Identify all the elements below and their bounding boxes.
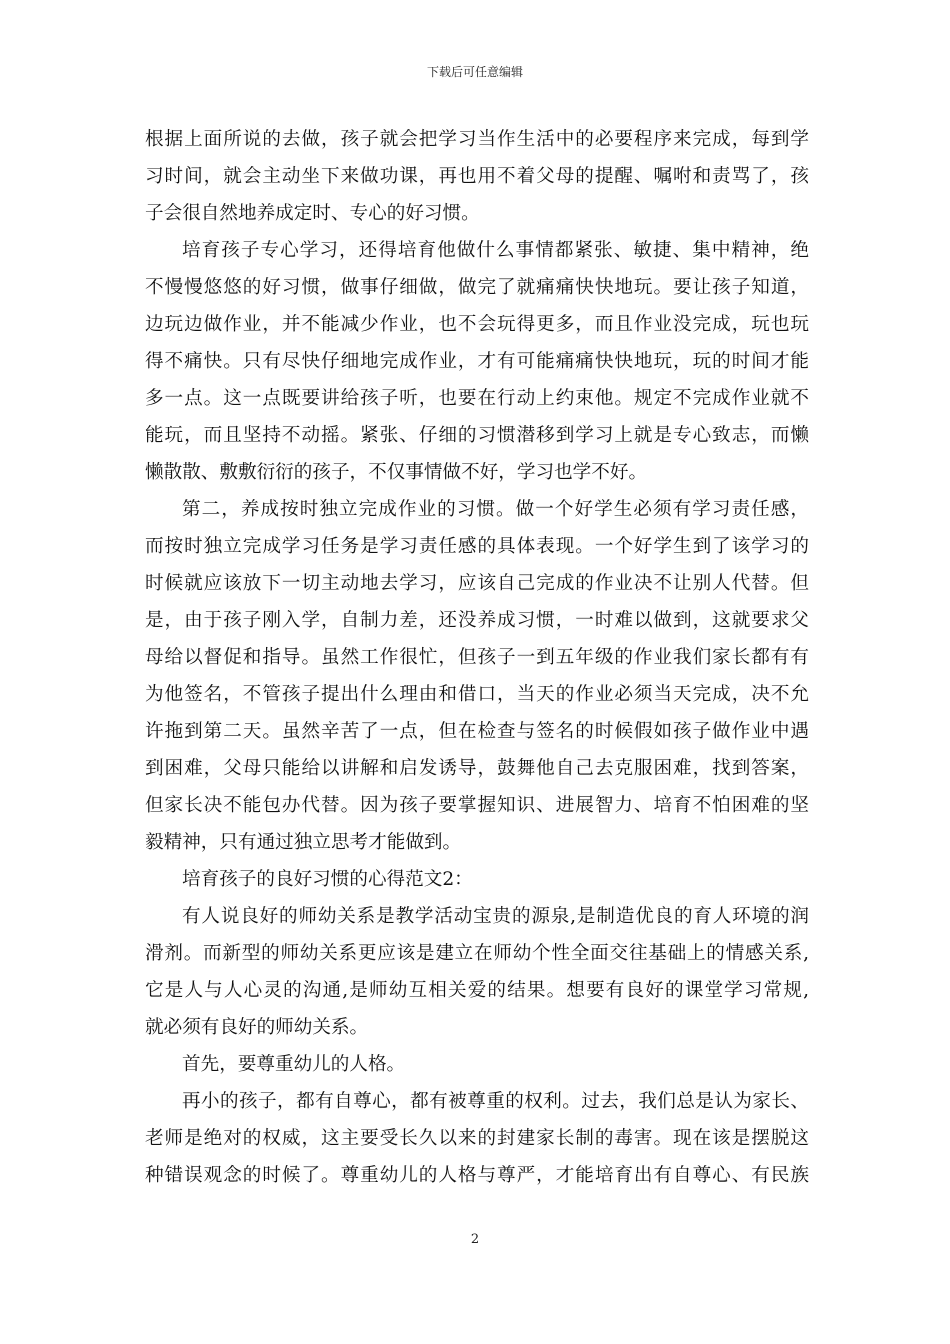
text-line: 而按时独立完成学习任务是学习责任感的具体表现。一个好学生到了该学习的 (145, 536, 809, 557)
text-line: 子会很自然地养成定时、专心的好习惯。 (145, 203, 480, 224)
text-line: 滑剂。而新型的师幼关系更应该是建立在师幼个性全面交往基础上的情感关系, (145, 943, 809, 964)
text-line: 有人说良好的师幼关系是教学活动宝贵的源泉,是制造优良的育人环境的润 (182, 906, 809, 927)
text-line: 不慢慢悠悠的好习惯，做事仔细做，做完了就痛痛快快地玩。要让孩子知道， (145, 277, 809, 298)
text-line: 是，由于孩子刚入学，自制力差，还没养成习惯，一时难以做到，这就要求父 (145, 610, 809, 631)
text-line: 再小的孩子，都有自尊心，都有被尊重的权利。过去，我们总是认为家长、 (182, 1091, 809, 1112)
text-line: 老师是绝对的权威，这主要受长久以来的封建家长制的毒害。现在该是摆脱这 (145, 1128, 809, 1149)
text-line: 毅精神，只有通过独立思考才能做到。 (145, 832, 462, 853)
text-line: 得不痛快。只有尽快仔细地完成作业，才有可能痛痛快快地玩，玩的时间才能 (145, 351, 809, 372)
text-line: 但家长决不能包办代替。因为孩子要掌握知识、进展智力、培育不怕困难的坚 (145, 795, 809, 816)
text-line: 时候就应该放下一切主动地去学习，应该自己完成的作业决不让别人代替。但 (145, 573, 809, 594)
text-line: 习时间，就会主动坐下来做功课，再也用不着父母的提醒、嘱咐和责骂了，孩 (145, 166, 809, 187)
text-line: 懒散散、敷敷衍衍的孩子，不仅事情做不好，学习也学不好。 (145, 462, 648, 483)
text-line: 就必须有良好的师幼关系。 (145, 1017, 369, 1038)
text-line: 为他签名，不管孩子提出什么理由和借口，当天的作业必须当天完成，决不允 (145, 684, 809, 705)
page-header: 下载后可任意编辑 (426, 65, 523, 79)
text-line: 根据上面所说的去做，孩子就会把学习当作生活中的必要程序来完成，每到学 (145, 129, 809, 150)
text-line: 边玩边做作业，并不能减少作业，也不会玩得更多，而且作业没完成，玩也玩 (145, 314, 809, 335)
text-line: 许拖到第二天。虽然辛苦了一点，但在检查与签名的时候假如孩子做作业中遇 (145, 721, 809, 742)
text-line: 能玩，而且坚持不动摇。紧张、仔细的习惯潜移到学习上就是专心致志，而懒 (145, 425, 809, 446)
text-line: 种错误观念的时候了。尊重幼儿的人格与尊严，才能培育出有自尊心、有民族 (145, 1165, 809, 1186)
document-body (145, 121, 809, 1194)
text-line: 到困难，父母只能给以讲解和启发诱导，鼓舞他自己去克服困难，找到答案， (145, 758, 809, 779)
text-line: 培育孩子专心学习，还得培育他做什么事情都紧张、敏捷、集中精神，绝 (182, 240, 809, 261)
section-heading: 培育孩子的良好习惯的心得范文2： (182, 869, 473, 890)
text-line: 首先，要尊重幼儿的人格。 (182, 1054, 406, 1075)
text-line: 母给以督促和指导。虽然工作很忙，但孩子一到五年级的作业我们家长都有有 (145, 647, 809, 668)
text-line: 它是人与人心灵的沟通,是师幼互相关爱的结果。想要有良好的课堂学习常规, (145, 980, 809, 1001)
text-line: 多一点。这一点既要讲给孩子听，也要在行动上约束他。规定不完成作业就不 (145, 388, 809, 409)
page-number: 2 (470, 1232, 480, 1247)
text-line: 第二，养成按时独立完成作业的习惯。做一个好学生必须有学习责任感， (182, 499, 809, 520)
